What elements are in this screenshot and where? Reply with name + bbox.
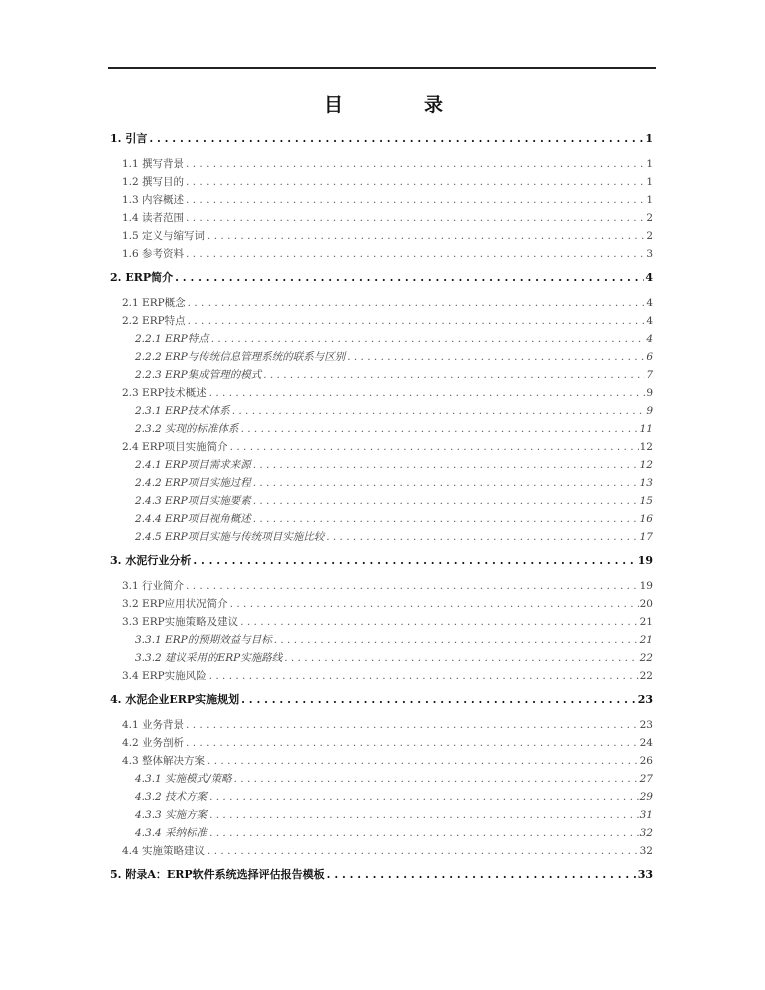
toc-entry-page-number: 1 (645, 132, 653, 145)
dot-leader (253, 510, 639, 528)
dot-leader (186, 245, 645, 263)
dot-leader (149, 130, 644, 148)
toc-entry-label: 2.2.3 ERP集成管理的模式 (135, 369, 262, 381)
toc-entry-level-2[interactable] (110, 227, 653, 245)
toc-entry-level-2[interactable] (110, 752, 653, 770)
toc-entry-level-3[interactable] (110, 510, 653, 528)
toc-entry-label: 1.6 参考资料 (122, 248, 185, 260)
toc-entry-level-3[interactable] (110, 788, 653, 806)
toc-entry-page-number: 6 (646, 351, 653, 363)
toc-entry-level-3[interactable] (110, 420, 653, 438)
toc-entry-page-number: 23 (637, 693, 653, 706)
toc-entry-label: 2.4.4 ERP项目视角概述 (135, 513, 251, 525)
dot-leader (188, 312, 646, 330)
toc-entry-level-2[interactable] (110, 716, 653, 734)
toc-entry-page-number: 27 (639, 773, 653, 785)
toc-entry-page-number: 4 (646, 315, 653, 327)
toc-entry-label: 5. 附录A：ERP软件系统选择评估报告模板 (110, 868, 325, 881)
toc-entry-level-1[interactable] (110, 552, 653, 570)
toc-entry-page-number: 7 (646, 369, 653, 381)
dot-leader (253, 456, 639, 474)
toc-entry-page-number: 32 (639, 845, 653, 857)
toc-entry-level-1[interactable] (110, 269, 653, 287)
toc-entry-page-number: 4 (646, 333, 653, 345)
dot-leader (186, 155, 645, 173)
toc-entry-level-1[interactable] (110, 130, 653, 148)
toc-entry-level-2[interactable] (110, 842, 653, 860)
dot-leader (241, 691, 637, 709)
dot-leader (274, 631, 639, 649)
toc-entry-page-number: 17 (639, 531, 653, 543)
toc-entry-level-2[interactable] (110, 667, 653, 685)
toc-entry-page-number: 13 (639, 477, 653, 489)
toc-entry-page-number: 26 (639, 755, 653, 767)
toc-entry-level-3[interactable] (110, 770, 653, 788)
dot-leader (253, 474, 639, 492)
toc-entry-level-1[interactable] (110, 866, 653, 884)
header-rule (108, 67, 656, 69)
toc-entry-label: 3.3.1 ERP的预期效益与目标 (135, 634, 272, 646)
toc-entry-level-2[interactable] (110, 577, 653, 595)
dot-leader (240, 613, 638, 631)
toc-entry-level-2[interactable] (110, 245, 653, 263)
toc-entry-label: 2.2 ERP特点 (122, 315, 186, 327)
toc-entry-label: 4.3.4 采纳标准 (135, 827, 208, 839)
dot-leader (234, 770, 639, 788)
toc-entry-page-number: 15 (639, 495, 653, 507)
dot-leader (186, 734, 639, 752)
toc-entry-level-3[interactable] (110, 474, 653, 492)
toc-entry-page-number: 9 (646, 405, 653, 417)
toc-entry-label: 2.4.2 ERP项目实施过程 (135, 477, 251, 489)
toc-entry-level-3[interactable] (110, 348, 653, 366)
dot-leader (186, 716, 639, 734)
toc-entry-label: 3.1 行业简介 (122, 580, 185, 592)
toc-entry-page-number: 33 (637, 868, 653, 881)
toc-entry-level-2[interactable] (110, 384, 653, 402)
toc-entry-label: 4.1 业务背景 (122, 719, 185, 731)
toc-entry-page-number: 16 (639, 513, 653, 525)
dot-leader (241, 420, 639, 438)
dot-leader (326, 528, 638, 546)
toc-entry-page-number: 21 (639, 616, 653, 628)
toc-entry-page-number: 2 (646, 230, 653, 242)
toc-entry-page-number: 22 (639, 670, 653, 682)
dot-leader (209, 806, 639, 824)
toc-entry-label: 4.2 业务剖析 (122, 737, 185, 749)
toc-entry-page-number: 4 (646, 297, 653, 309)
table-of-contents (110, 124, 653, 891)
toc-entry-page-number: 21 (639, 634, 653, 646)
dot-leader (263, 366, 645, 384)
dot-leader (209, 667, 639, 685)
toc-entry-level-2[interactable] (110, 155, 653, 173)
toc-entry-page-number: 19 (639, 580, 653, 592)
dot-leader (211, 330, 646, 348)
toc-entry-label: 2.2.2 ERP与传统信息管理系统的联系与区别 (135, 351, 346, 363)
toc-entry-label: 2. ERP简介 (110, 271, 174, 284)
toc-entry-level-2[interactable] (110, 613, 653, 631)
toc-entry-label: 2.4 ERP项目实施简介 (122, 441, 228, 453)
toc-entry-level-3[interactable] (110, 528, 653, 546)
dot-leader (284, 649, 638, 667)
toc-entry-page-number: 23 (639, 719, 653, 731)
toc-entry-page-number: 32 (639, 827, 653, 839)
toc-entry-label: 2.3.1 ERP技术体系 (135, 405, 230, 417)
dot-leader (347, 348, 645, 366)
toc-entry-label: 3. 水泥行业分析 (110, 554, 192, 567)
toc-entry-page-number: 12 (639, 441, 653, 453)
toc-entry-label: 2.2.1 ERP特点 (135, 333, 209, 345)
dot-leader (327, 866, 637, 884)
toc-entry-label: 3.2 ERP应用状况简介 (122, 598, 228, 610)
dot-leader (186, 577, 639, 595)
toc-entry-page-number: 20 (639, 598, 653, 610)
toc-entry-page-number: 12 (639, 459, 653, 471)
toc-entry-page-number: 22 (639, 652, 653, 664)
toc-entry-level-2[interactable] (110, 734, 653, 752)
toc-entry-label: 4. 水泥企业ERP实施规划 (110, 693, 240, 706)
dot-leader (207, 227, 645, 245)
toc-entry-label: 1.3 内容概述 (122, 194, 185, 206)
toc-entry-page-number: 1 (646, 158, 653, 170)
toc-entry-label: 2.4.3 ERP项目实施要素 (135, 495, 251, 507)
toc-entry-level-2[interactable] (110, 595, 653, 613)
toc-entry-label: 1.2 撰写目的 (122, 176, 185, 188)
toc-entry-label: 2.1 ERP概念 (122, 297, 186, 309)
toc-entry-level-2[interactable] (110, 312, 653, 330)
toc-entry-level-3[interactable] (110, 330, 653, 348)
toc-entry-label: 3.3.2 建议采用的ERP实施路线 (135, 652, 283, 664)
toc-entry-label: 4.3.2 技术方案 (135, 791, 208, 803)
dot-leader (209, 824, 639, 842)
toc-entry-label: 3.4 ERP实施风险 (122, 670, 207, 682)
toc-entry-page-number: 4 (645, 271, 653, 284)
toc-entry-label: 3.3 ERP实施策略及建议 (122, 616, 239, 628)
toc-entry-page-number: 2 (646, 212, 653, 224)
toc-entry-label: 4.3 整体解决方案 (122, 755, 206, 767)
dot-leader (207, 752, 639, 770)
toc-entry-page-number: 9 (646, 387, 653, 399)
dot-leader (209, 384, 646, 402)
toc-entry-level-3[interactable] (110, 492, 653, 510)
toc-entry-level-3[interactable] (110, 402, 653, 420)
toc-entry-label: 2.4.5 ERP项目实施与传统项目实施比较 (135, 531, 325, 543)
dot-leader (207, 842, 639, 860)
toc-entry-label: 4.4 实施策略建议 (122, 845, 206, 857)
toc-entry-label: 4.3.3 实施方案 (135, 809, 208, 821)
dot-leader (253, 492, 639, 510)
toc-entry-page-number: 1 (646, 194, 653, 206)
toc-entry-label: 1.1 撰写背景 (122, 158, 185, 170)
toc-entry-level-2[interactable] (110, 191, 653, 209)
dot-leader (209, 788, 639, 806)
toc-entry-level-3[interactable] (110, 649, 653, 667)
toc-entry-label: 2.3 ERP技术概述 (122, 387, 207, 399)
toc-entry-page-number: 29 (639, 791, 653, 803)
toc-entry-label: 1.5 定义与缩写词 (122, 230, 206, 242)
page-title (0, 90, 765, 120)
toc-entry-level-3[interactable] (110, 366, 653, 384)
toc-entry-page-number: 31 (639, 809, 653, 821)
dot-leader (230, 438, 639, 456)
title-char-2: 录 (424, 94, 444, 116)
toc-entry-page-number: 3 (646, 248, 653, 260)
toc-entry-label: 1. 引言 (110, 132, 148, 145)
dot-leader (193, 552, 636, 570)
toc-entry-level-2[interactable] (110, 438, 653, 456)
dot-leader (175, 269, 644, 287)
toc-entry-page-number: 11 (639, 423, 653, 435)
dot-leader (186, 191, 645, 209)
dot-leader (186, 209, 645, 227)
dot-leader (232, 402, 646, 420)
dot-leader (188, 294, 646, 312)
toc-entry-level-2[interactable] (110, 173, 653, 191)
toc-entry-label: 1.4 读者范围 (122, 212, 185, 224)
toc-entry-label: 2.4.1 ERP项目需求来源 (135, 459, 251, 471)
toc-entry-label: 2.3.2 实现的标准体系 (135, 423, 239, 435)
dot-leader (186, 173, 645, 191)
toc-entry-label: 4.3.1 实施模式/策略 (135, 773, 232, 785)
title-char-1: 目 (324, 94, 344, 116)
toc-entry-level-3[interactable] (110, 631, 653, 649)
toc-entry-page-number: 1 (646, 176, 653, 188)
dot-leader (230, 595, 639, 613)
toc-entry-level-1[interactable] (110, 691, 653, 709)
toc-entry-level-2[interactable] (110, 294, 653, 312)
toc-entry-level-3[interactable] (110, 824, 653, 842)
toc-entry-page-number: 24 (639, 737, 653, 749)
toc-entry-level-3[interactable] (110, 806, 653, 824)
toc-entry-page-number: 19 (637, 554, 653, 567)
toc-entry-level-2[interactable] (110, 209, 653, 227)
toc-entry-level-3[interactable] (110, 456, 653, 474)
